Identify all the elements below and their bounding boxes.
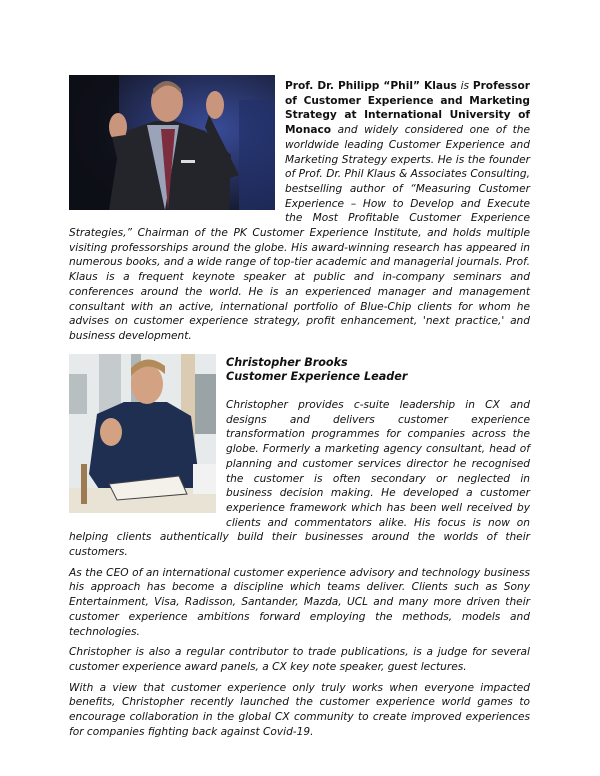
bio-paragraph: Christopher provides c-suite leadership in CX and designs and delivers customer experience transformation programmes for companies across the globe. Formerly a marketing agency consultant, head of planning and customer services director he recognised the customer is often secondary or neglected in business decision making. He developed a customer experience framework which has been well received by clients and commentators alike. His focus is now on helping clients authentically build their businesses around the worlds of their customers. <box>69 399 530 559</box>
photo-philipp-klaus <box>69 75 275 210</box>
speaker-bio: and widely considered one of the worldwide leading Customer Experience and Marketing Strategy experts. He is the founder of Prof. Dr. Phil Klaus & Associates Consulting, bestselling author of “Measuring Customer Experience – How to Develop and Execute the Most Profitable Customer Experience Strategies,” Chairman of the PK Customer Experience Institute, and holds multiple visiting professorships around the globe. His award-winning research has appeared in numerous books, and a wide range of top-tier academic and managerial journals. Prof. Klaus is a frequent keynote speaker at public and in-company seminars and conferences around the world. He is an experienced manager and management consultant with an active, international portfolio of Blue-Chip clients for whom he advises on customer experience strategy, profit enhancement, 'next practice,' and business development. <box>69 124 530 342</box>
speaker-name: Christopher Brooks <box>226 356 348 369</box>
bio-paragraph: Christopher is also a regular contributor to trade publications, is a judge for several customer experience award panels, a CX key note speaker, guest lectures. <box>69 646 530 673</box>
speaker-role: Customer Experience Leader <box>226 370 408 383</box>
speaker-name: Prof. Dr. Philipp “Phil” Klaus <box>285 80 457 92</box>
photo-christopher-brooks <box>69 354 216 513</box>
speaker-title: Professor of Customer Experience and Marketing Strategy at International University of Monaco <box>285 80 530 137</box>
bio-paragraph: As the CEO of an international customer experience advisory and technology business his approach has become a discipline which teams deliver. Clients such as Sony Entertainment, Visa, Radisson, Santander, Mazda, UCL and many more driven their customer experience ambitions forward employing the methods, models and technologies. <box>69 566 530 638</box>
bio-philipp-klaus <box>69 79 530 344</box>
bio-paragraph: With a view that customer experience only truly works when everyone impacted benefits, Christopher recently launched the customer experience world games to encourage collaboration in the global CX community to create improved experiences for companies fighting back against Covid-19. <box>69 681 530 738</box>
speaker-illustration <box>69 75 275 210</box>
speaker-illustration <box>69 354 216 513</box>
bio-christopher-brooks <box>69 356 530 739</box>
speaker-is: is <box>456 80 473 92</box>
